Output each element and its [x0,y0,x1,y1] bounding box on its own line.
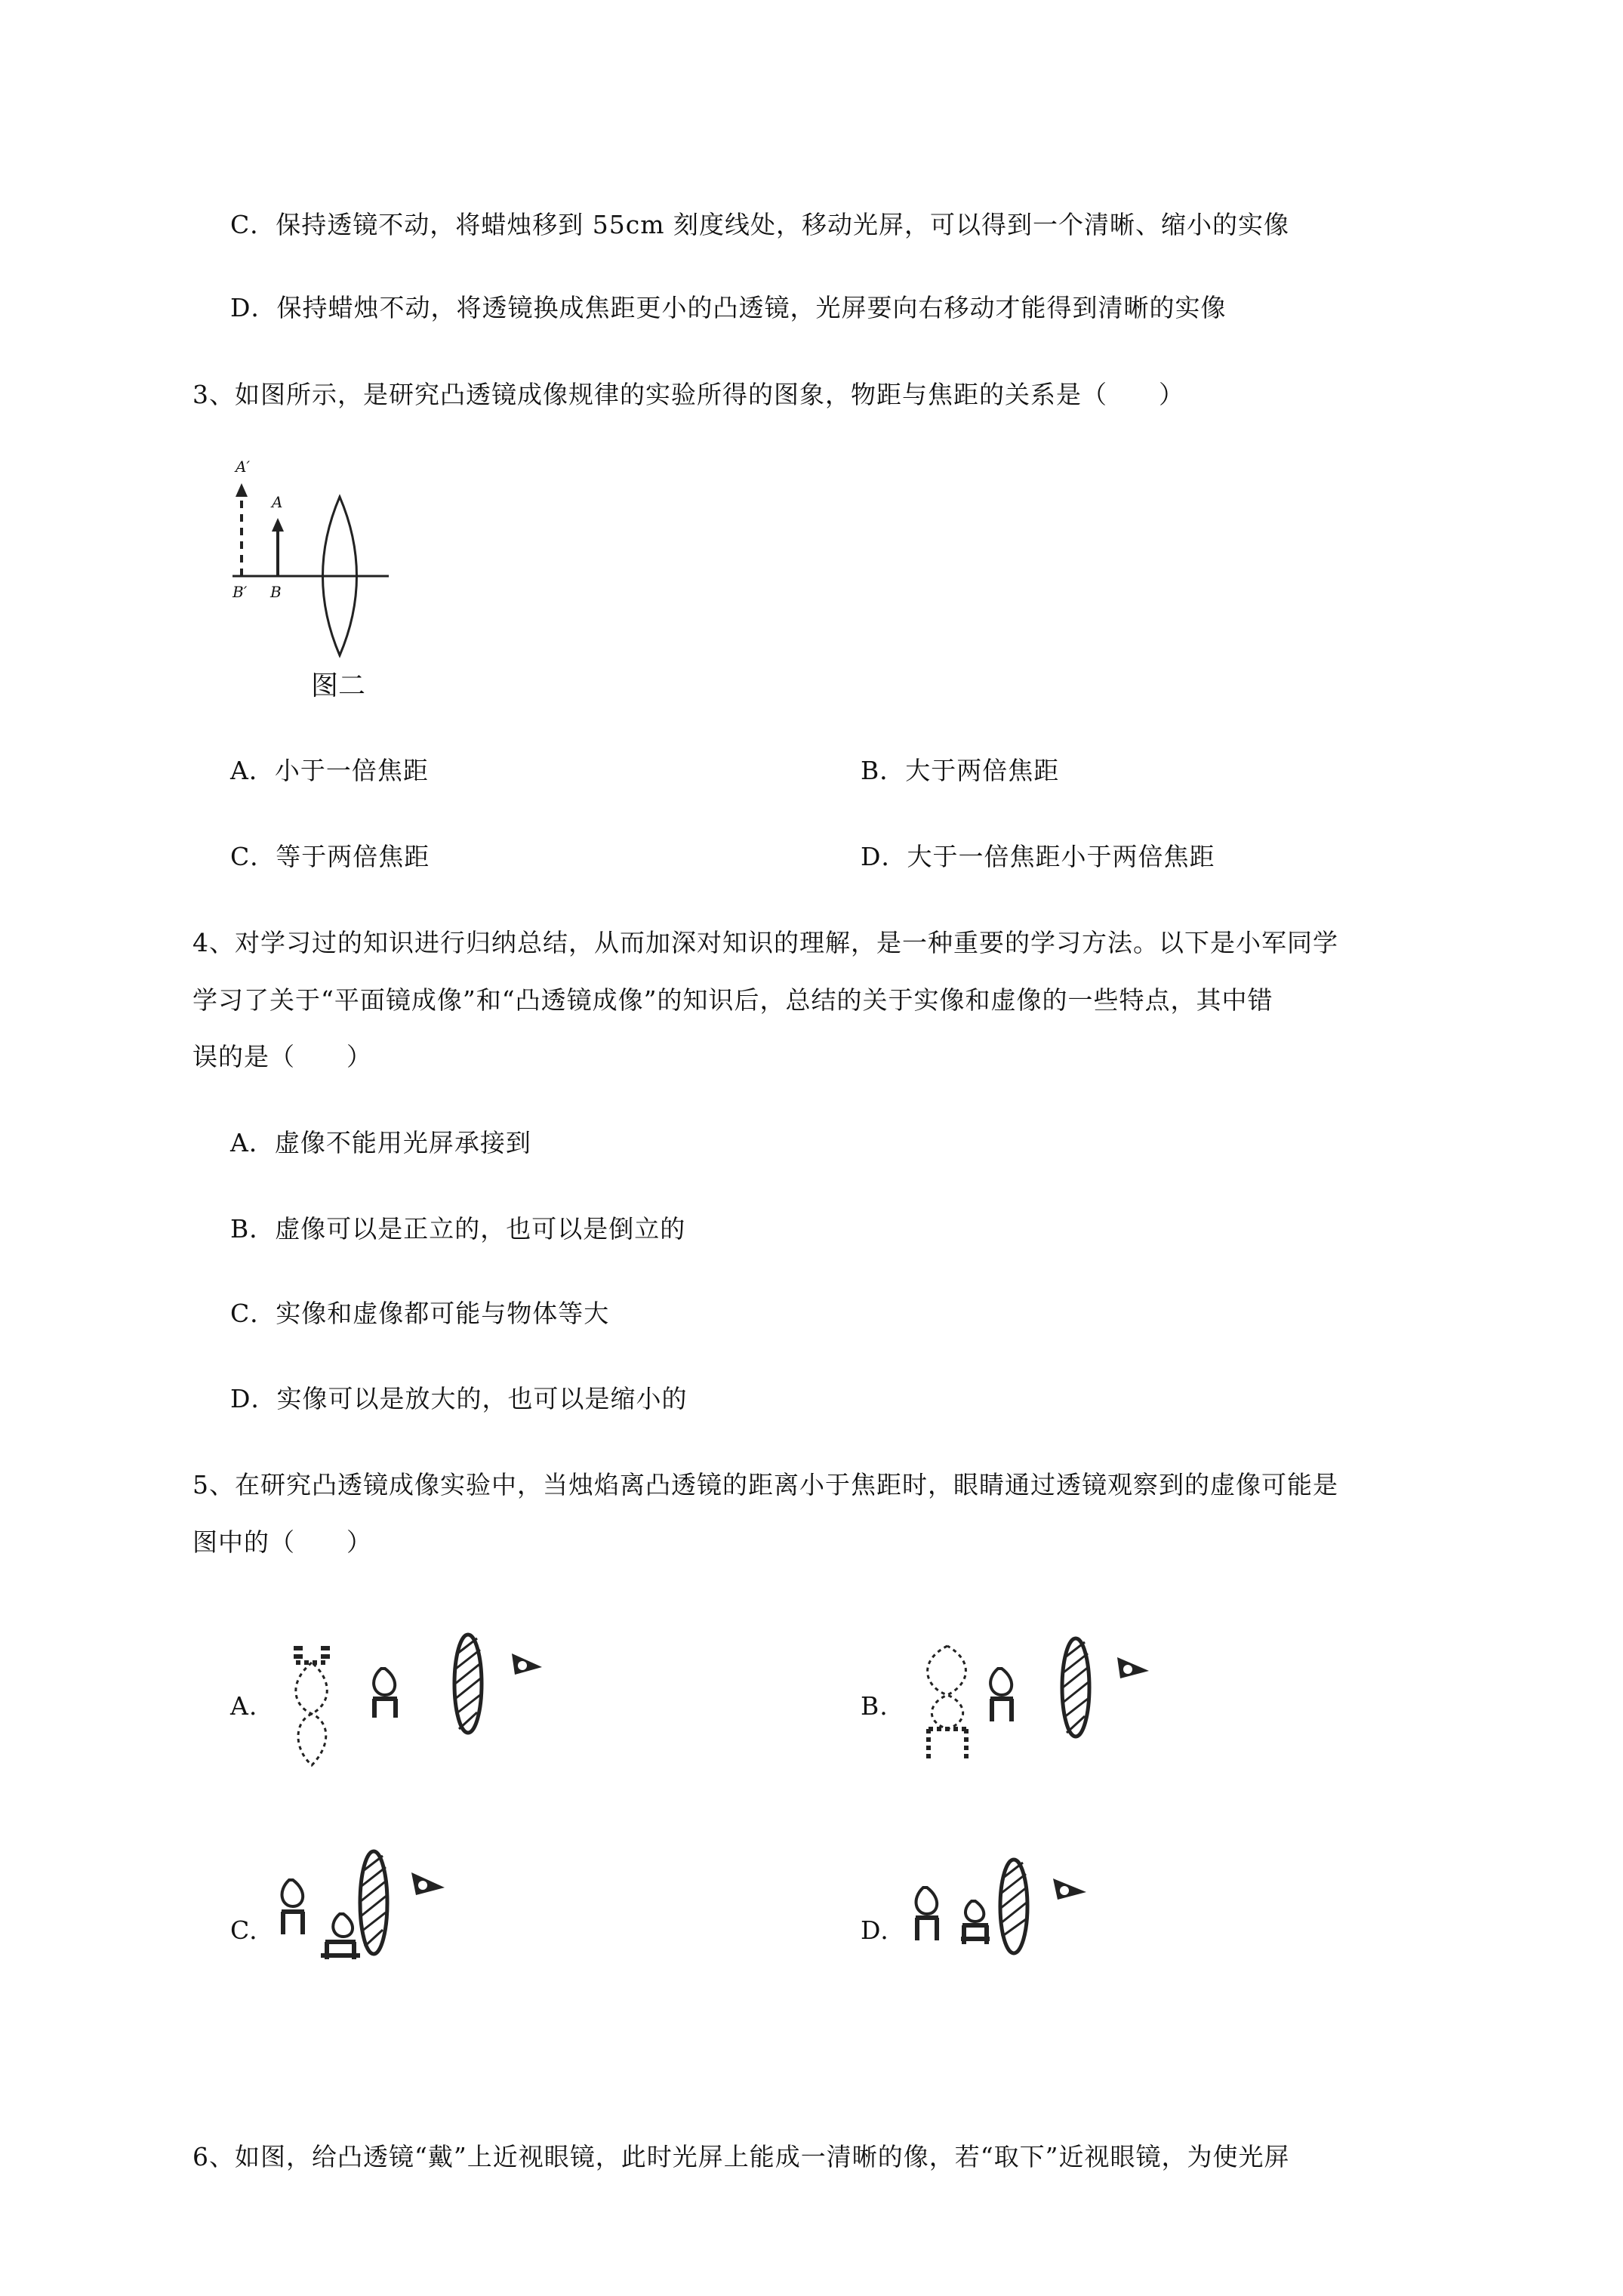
q3-option-d: D．大于一倍焦距小于两倍焦距 [861,842,1215,871]
virtual-image-arrowhead [236,483,248,497]
q5-stem-line1: 5、在研究凸透镜成像实验中，当烛焰离凸透镜的距离小于焦距时，眼睛通过透镜观察到的虚像可能是 [192,1470,1338,1499]
q3-option-a: A．小于一倍焦距 [230,756,429,785]
q4-stem-line2: 学习了关于“平面镜成像”和“凸透镜成像”的知识后，总结的关于实像和虚像的一些特点，其中错 [192,985,1273,1015]
q2-option-c: C．保持透镜不动，将蜡烛移到 55cm 刻度线处，移动光屏，可以得到一个清晰、缩小的实像 [230,210,1289,239]
q3-option-c: C．等于两倍焦距 [230,842,430,871]
q4-stem-line1: 4、对学习过的知识进行归纳总结，从而加深对知识的理解，是一种重要的学习方法。以下是小军同学 [192,928,1338,957]
q3-figure-caption: 图二 [311,670,366,701]
label-b: B [270,583,282,601]
q5-option-d-figure [902,1842,1144,1978]
q4-option-d: D．实像可以是放大的，也可以是缩小的 [230,1384,688,1413]
q5-option-d-label: D. [861,1915,889,1945]
q4-option-b: B．虚像可以是正立的，也可以是倒立的 [230,1214,686,1244]
object-arrowhead [272,518,284,532]
q5-option-c-label: C. [230,1915,258,1945]
q6-stem-line1: 6、如图，给凸透镜“戴”上近视眼镜，此时光屏上能成一清晰的像，若“取下”近视眼镜，为使光屏 [192,2142,1290,2171]
q2-option-d: D．保持蜡烛不动，将透镜换成焦距更小的凸透镜，光屏要向右移动才能得到清晰的实像 [230,293,1227,322]
label-b-prime: B′ [233,583,248,601]
q5-option-a-label: A. [230,1691,258,1721]
q5-option-b-label: B. [861,1691,888,1721]
q5-option-b-figure [906,1623,1208,1774]
label-a: A [272,493,283,511]
q3-option-b: B．大于两倍焦距 [861,756,1060,785]
q5-option-a-figure [279,1623,581,1774]
label-a-prime: A′ [236,458,250,476]
q3-stem: 3、如图所示，是研究凸透镜成像规律的实验所得的图象，物距与焦距的关系是（ ） [192,380,1184,409]
q5-stem-line2: 图中的（ ） [192,1527,372,1557]
q5-option-c-figure [268,1842,510,1978]
q4-option-c: C．实像和虚像都可能与物体等大 [230,1299,610,1328]
q4-option-a: A．虚像不能用光屏承接到 [230,1128,531,1157]
q4-stem-line3: 误的是（ ） [192,1042,372,1071]
